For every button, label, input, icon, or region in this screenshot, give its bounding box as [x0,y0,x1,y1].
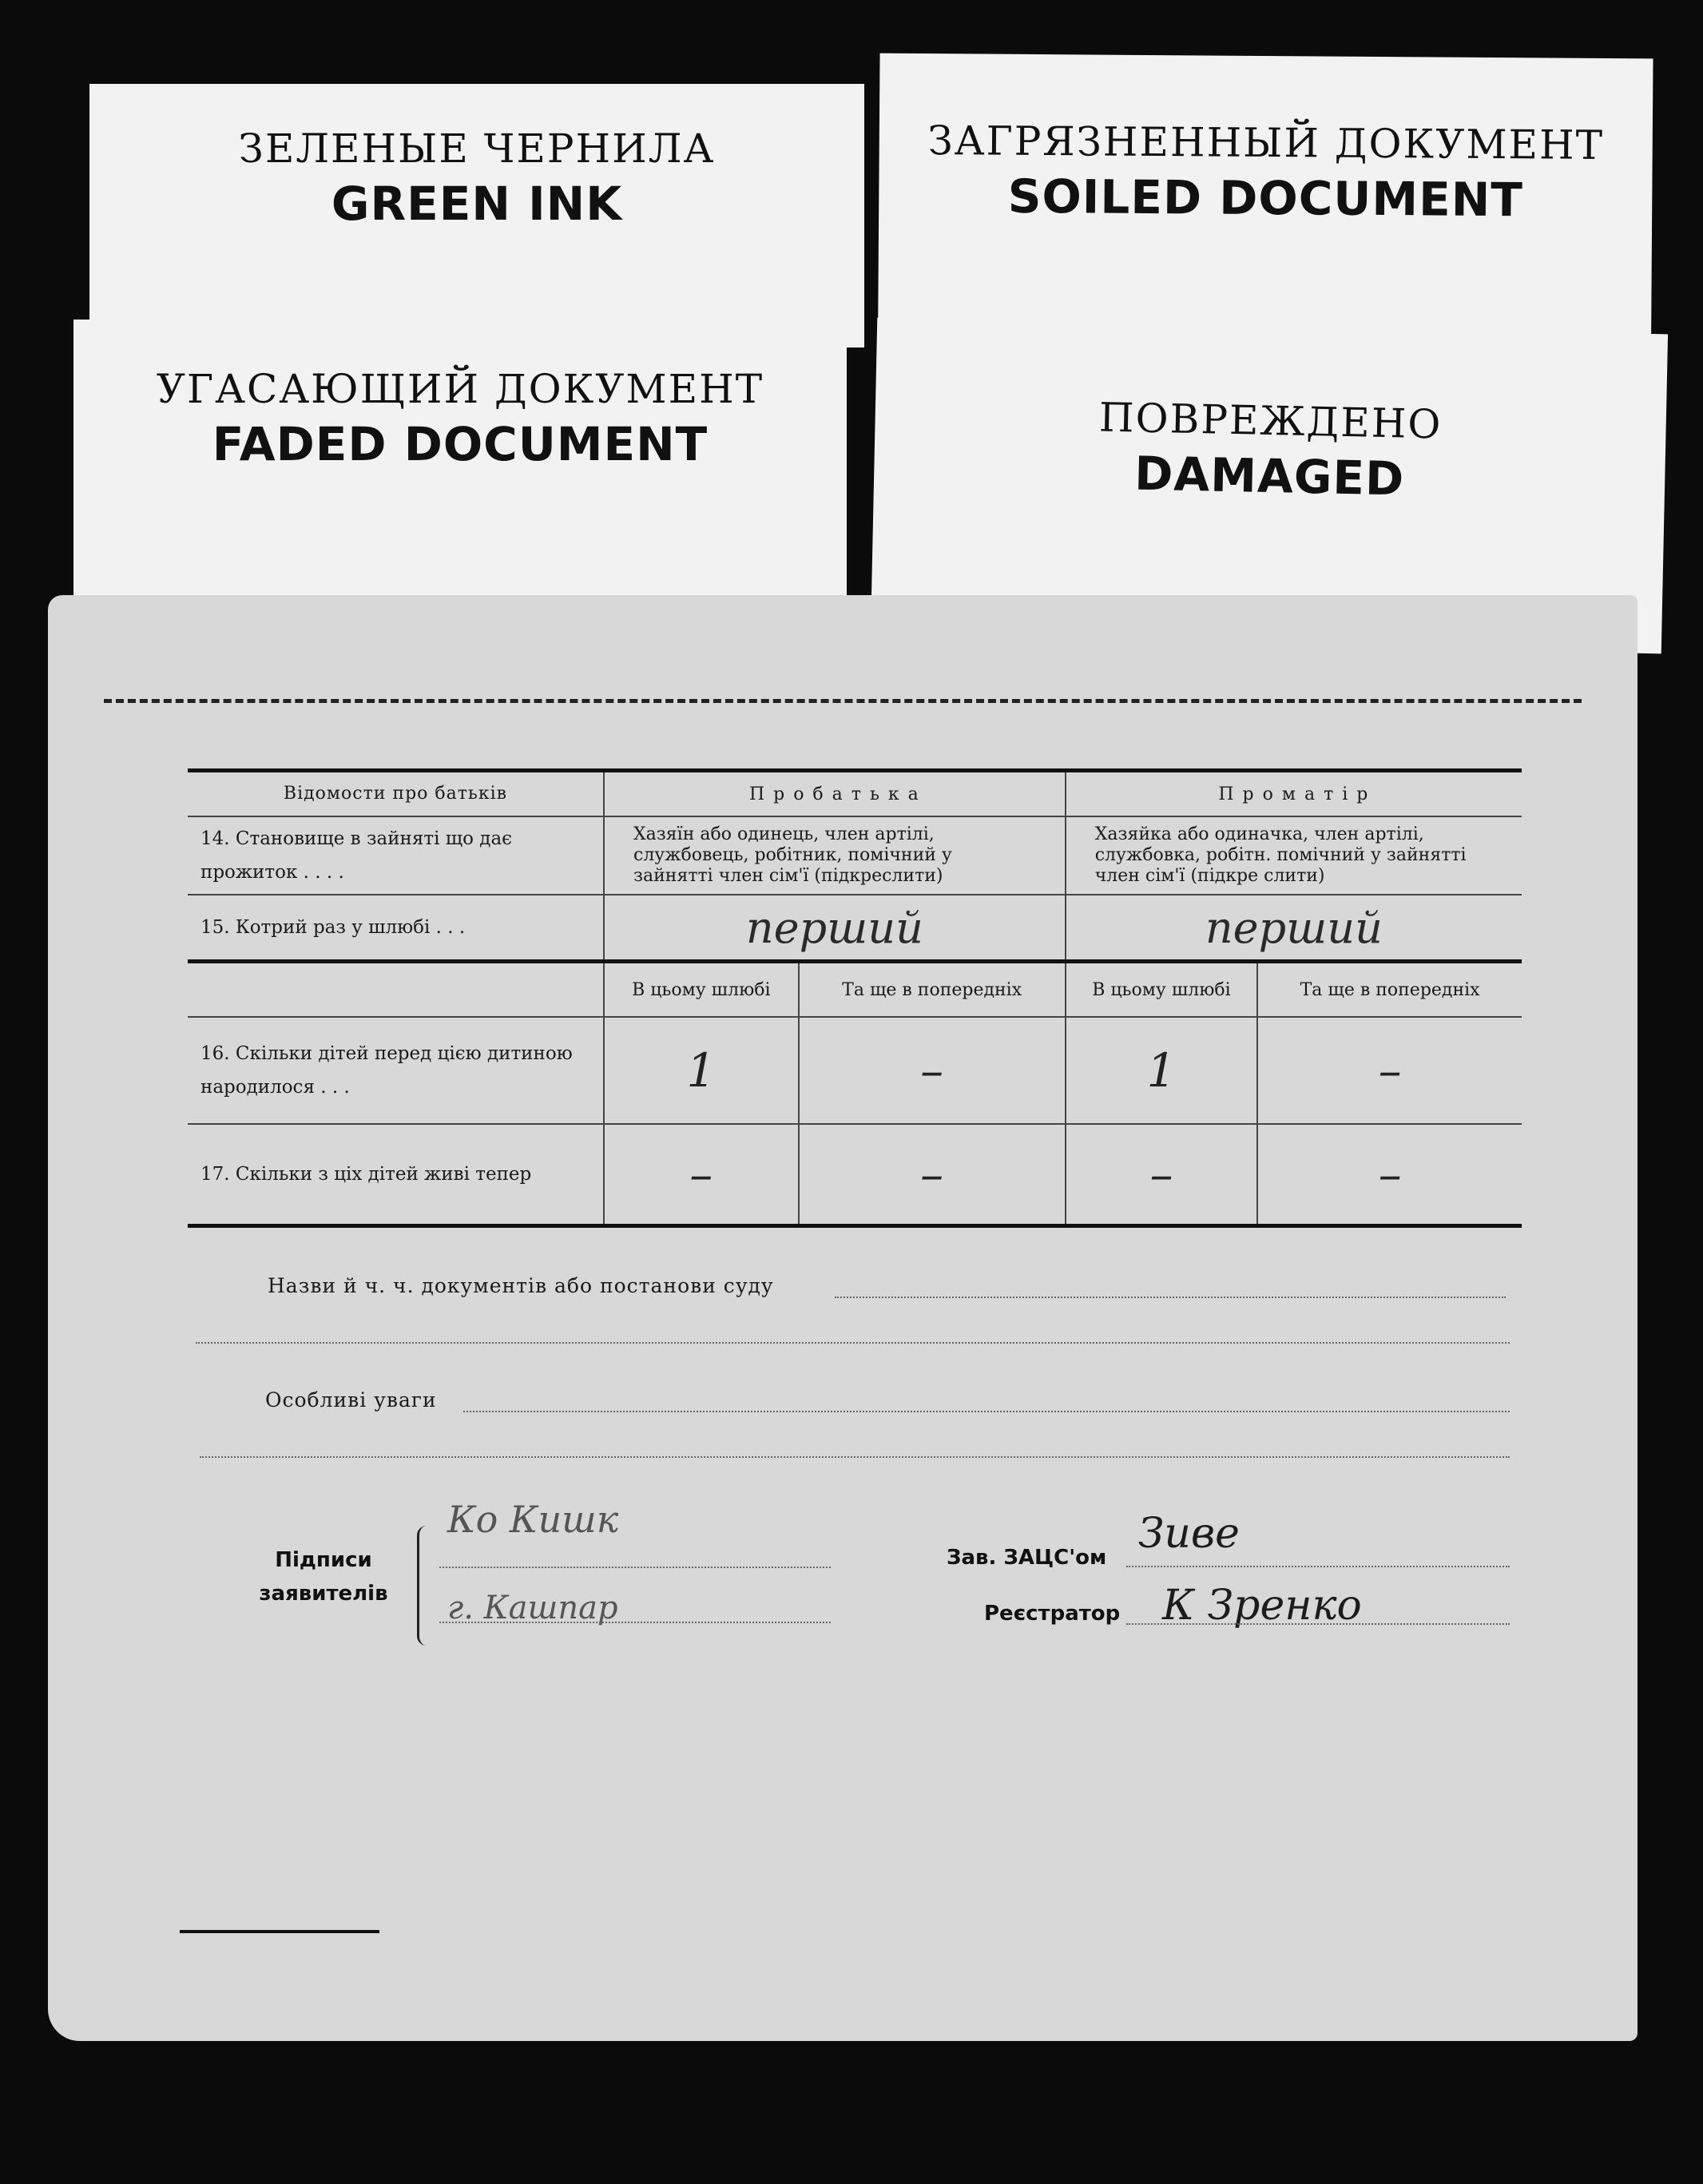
card-en-label: DAMAGED [1133,446,1405,506]
card-en-label: FADED DOCUMENT [212,417,709,471]
table-row-17 [188,1124,1522,1226]
documents-line [835,1297,1506,1298]
card-ru-label: УГАСАЮЩИЙ ДОКУМЕНТ [156,366,764,412]
documents-line-2 [196,1342,1510,1344]
registrar-signature: К Зренко [1162,1582,1362,1630]
applicants-signatures-label [252,1548,395,1606]
row-14-father: Хазяїн або одинець, член артілі, службовець, робітник, помічний у зайнятті член сім'ї (підкреслити) [604,816,1066,895]
card-ru-label: ПОВРЕЖДЕНО [1098,394,1443,448]
documents-label: Назви й ч. ч. документів або постанови суду [268,1274,774,1297]
row-17-value: – [1257,1124,1522,1226]
applicant-signature-2: г. Кашпар [447,1590,618,1626]
row-17-value: – [799,1124,1066,1226]
signatures-label-line1: Підписи [275,1548,372,1572]
parents-info-table [188,768,1522,1228]
row-15-mother-handwritten: перший [1066,895,1522,962]
special-notes-line [463,1411,1510,1412]
row-15-father-handwritten: перший [604,895,1066,962]
row-16-value: – [1257,1017,1522,1124]
table-subheader-row [188,962,1522,1018]
applicant-signature-line-1 [439,1567,831,1568]
row-17-label: 17. Скільки з ціх дітей живі тепер [188,1124,604,1226]
row-16-value: – [799,1017,1066,1124]
green-ink-card [89,84,864,347]
card-ru-label: ЗАГРЯЗНЕННЫЙ ДОКУМЕНТ [927,117,1605,169]
applicant-signature-line-2 [439,1622,831,1623]
table-row-14 [188,816,1522,895]
card-en-label: GREEN INK [331,177,623,231]
mother-this-marriage-header: В цьому шлюбі [1066,962,1257,1018]
mother-header: П р о м а т і р [1066,771,1522,817]
card-ru-label: ЗЕЛЕНЫЕ ЧЕРНИЛА [238,125,716,172]
father-header: П р о б а т ь к а [604,771,1066,817]
registrar-line [1126,1623,1510,1625]
registry-head-signature: Зиве [1138,1510,1240,1558]
registration-form-sheet [48,595,1638,2041]
table-row-15 [188,895,1522,962]
applicant-signature-1: Ко Кишк [447,1498,619,1541]
father-this-marriage-header: В цьому шлюбі [604,962,799,1018]
special-notes-label: Особливі уваги [265,1388,437,1412]
row-14-mother: Хазяйка або одиначка, член артілі, службовка, робітн. помічний у зайнятті член сім'ї (підкре слити) [1066,816,1522,895]
signatures-label-line2: заявителів [259,1582,388,1606]
perforation-line [104,699,1582,703]
row-17-value: – [1066,1124,1257,1226]
registry-head-line [1126,1566,1510,1567]
row-16-value: 1 [1066,1017,1257,1124]
father-previous-header: Та ще в попередніх [799,962,1066,1018]
bottom-rule [180,1930,379,1933]
special-notes-line-2 [200,1456,1510,1458]
row-16-value: 1 [604,1017,799,1124]
signatures-brace [417,1526,431,1646]
row-16-label: 16. Скільки дітей перед цією дитиною народилося . . . [188,1017,604,1124]
row-14-label: 14. Становище в зайняті що дає прожиток . . . . [188,816,604,895]
registrar-label: Реєстратор [984,1602,1121,1626]
card-en-label: SOILED DOCUMENT [1007,169,1524,228]
row-15-label: 15. Котрий раз у шлюбі . . . [188,895,604,962]
subheader-blank [188,962,604,1018]
mother-previous-header: Та ще в попередніх [1257,962,1522,1018]
row-17-value: – [604,1124,799,1226]
registry-head-label: Зав. ЗАЦС'ом [947,1546,1107,1570]
parents-info-header: Відомости про батьків [188,771,604,817]
table-row-16 [188,1017,1522,1124]
table-header-row [188,771,1522,817]
